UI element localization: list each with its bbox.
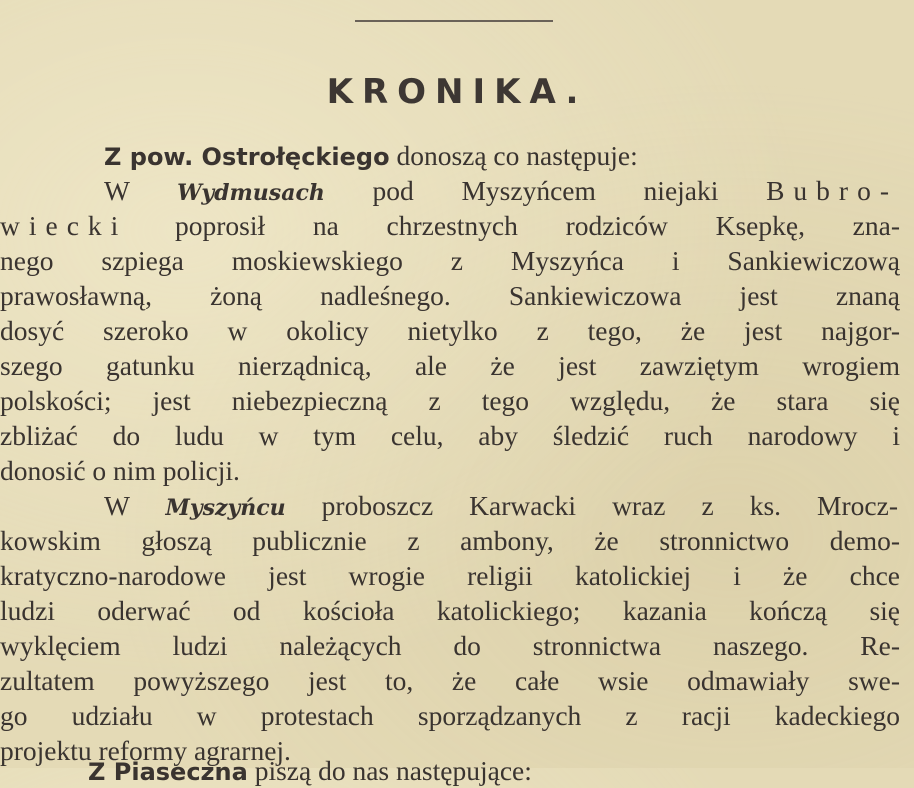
text-line <box>104 489 898 523</box>
line-prefix: W <box>104 175 178 206</box>
line-prefix: W <box>104 490 166 521</box>
text-line <box>0 419 900 453</box>
text-line <box>104 139 900 173</box>
spaced-name: wiecki <box>0 210 128 241</box>
line-text: wyklęciem ludzi należących do stronnictwa naszego. Re- <box>0 630 900 661</box>
line-text: donoszą co następuje: <box>389 140 638 171</box>
place-name: Wydmusach <box>177 180 325 206</box>
line-text: piszą do nas następujące: <box>247 755 532 786</box>
line-text: kratyczno-narodowe jest wrogie religii katolickiej i że chce <box>0 560 900 591</box>
text-line <box>0 454 900 488</box>
text-line <box>0 699 900 733</box>
line-text: pod Myszyńcem niejaki <box>324 175 767 206</box>
text-line <box>0 349 900 383</box>
line-text: proboszcz Karwacki wraz z ks. Mrocz- <box>285 490 898 521</box>
line-text: polskości; jest niebezpieczną z tego względu, że stara się <box>0 385 900 416</box>
text-line <box>0 209 900 243</box>
text-line <box>0 559 900 593</box>
line-text: donosić o nim policji. <box>0 455 240 486</box>
line-text: dosyć szeroko w okolicy nietylko z tego, że jest najgor- <box>0 315 900 346</box>
line-text: projektu reformy agrarnej. <box>0 735 291 766</box>
spaced-name: Bubro- <box>766 175 898 206</box>
top-divider <box>355 20 553 22</box>
line-text: ludzi oderwać od kościoła katolickiego; kazania kończą się <box>0 595 900 626</box>
line-text: zbliżać do ludu w tym celu, aby śledzić ruch narodowy i <box>0 420 900 451</box>
text-line <box>88 754 900 788</box>
text-line <box>104 174 898 208</box>
location-lead: Z pow. Ostrołęckiego <box>104 143 390 171</box>
line-text: kowskim głoszą publicznie z ambony, że stronnictwo demo- <box>0 525 900 556</box>
text-line <box>0 629 900 663</box>
text-line <box>0 664 900 698</box>
line-text: szego gatunku nierządnicą, ale że jest zawziętym wrogiem <box>0 350 900 381</box>
text-line <box>0 279 900 313</box>
place-name: Myszyńcu <box>165 495 286 521</box>
line-text: zultatem powyższego jest to, że całe wsie odmawiały swe- <box>0 665 900 696</box>
line-text: poprosił na chrzestnych rodziców Ksepkę, zna- <box>127 210 900 241</box>
section-heading: KRONIKA. <box>326 72 588 112</box>
line-text: prawosławną, żoną nadleśnego. Sankiewiczowa jest znaną <box>0 280 900 311</box>
text-line <box>0 384 900 418</box>
text-line <box>0 314 900 348</box>
text-line <box>0 594 900 628</box>
line-text: go udziału w protestach sporządzanych z racji kadeckiego <box>0 700 900 731</box>
text-line <box>0 524 900 558</box>
location-lead: Z Piaseczna <box>88 758 248 786</box>
line-text: nego szpiega moskiewskiego z Myszyńca i Sankiewiczową <box>0 245 900 276</box>
text-line <box>0 244 900 278</box>
